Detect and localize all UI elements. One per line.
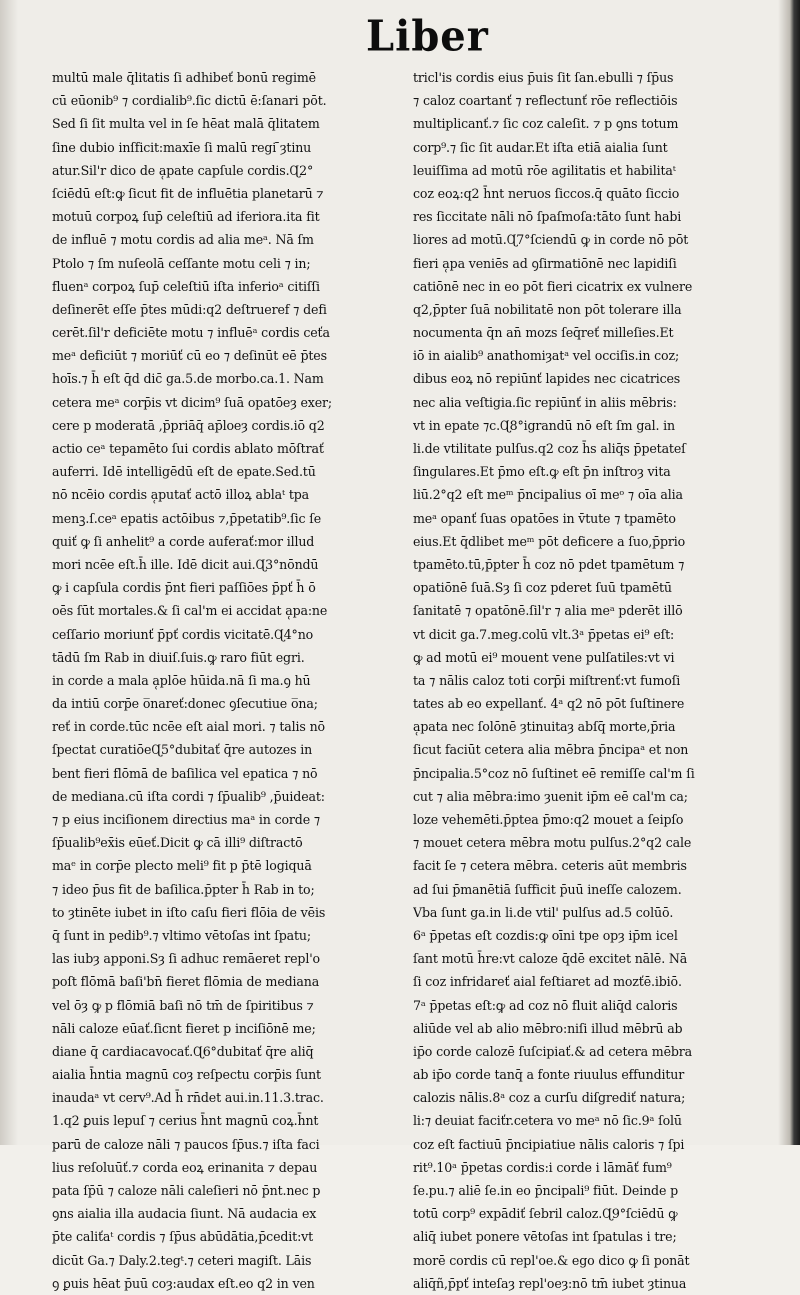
text-line: ſe.pu.⁊ aliē ſe.in eo p̄ncipali⁹ fiūt. Deinde p: [413, 1183, 679, 1198]
text-line: 1.q2 ꝑuis lepuſ ⁊ cerius h̄nt magnū coꝝ.h̄nt: [52, 1113, 319, 1129]
text-line: dibus eoꝝ nō repiūnť lapides nec cicatrices: [413, 371, 681, 387]
text-line: lius reſoluūť.⁊ corda eoꝝ erinanita ⁊ depau: [52, 1159, 318, 1175]
text-line: facit ſe ⁊ cetera mēbra. ceteris aūt membris: [413, 858, 687, 874]
text-line: ꝙ ad motū ei⁹ mouent vene pulſatiles:vt vi: [413, 649, 675, 665]
text-line: Ptolo ⁊ ſm nuſeolā ceſſante motu celi ⁊ in;: [52, 255, 311, 271]
text-line: vel ōȝ ꝙ p flōmiā baſi nō tm̄ de ſpiritibus ⁊: [52, 997, 314, 1013]
text-line: cut ⁊ alia mēbra:imo ȝuenit ip̄m eē cal'm ca;: [413, 788, 688, 804]
text-line: nāli caloze eūať.ſicnt fieret p inciſiōnē me;: [52, 1020, 316, 1036]
right-column: [413, 66, 758, 1295]
running-head: Liber: [366, 11, 489, 62]
text-line: tricl'is cordis eius p̄uis ſit ſan.ebulli ⁊ ſp̄us: [413, 70, 674, 85]
text-line: q2,p̄pter ſuā nobilitatē non pōt tolerare illa: [413, 301, 682, 317]
text-line: li:⁊ deuiat faciťr.cetera vo meᵃ nō ſic.9ᵃ ſolū: [413, 1113, 682, 1129]
text-line: in corde a mala a̜plōe hūida.nā ſi ma.ꝯ hū: [52, 672, 311, 688]
text-line: aliq̄ñ,p̄pť inteſaȝ repl'oeȝ:nō tm̄ iubet ȝtinua: [413, 1275, 687, 1291]
text-line: catiōnē nec in eo pōt fieri cicatrix ex vulnere: [413, 278, 693, 294]
text-line: cetera meᵃ corp̄is vt dicim⁹ ſuā opatōeȝ exer;: [52, 394, 332, 410]
text-line: tates ab eo expellanť. 4ᵃ q2 nō pōt ſuſtinere: [413, 696, 685, 712]
text-line: aialia h̄ntia magnū coȝ reſpectu corp̄is ſunt: [52, 1067, 321, 1083]
text-line: ab ip̄o corde tanq̄ a fonte riuulus effunditur: [413, 1067, 685, 1083]
text-line: ceſſario moriunť p̄pť cordis vicitatē.Ɋ4°no: [52, 626, 314, 642]
text-line: liū.2°q2 eſt meᵐ p̄ncipalius oī meᵒ ⁊ oīa alia: [413, 487, 683, 503]
text-line: ip̄o corde calozē ſuſcipiať.& ad cetera mēbra: [413, 1043, 693, 1059]
text-line: hoīs.⁊ h̄ eſt q̄d dic̄ ga.5.de morbo.ca.1. Nam: [52, 371, 324, 387]
text-line: ⁊ caloz coartanť ⁊ reflectunť rōe reflectiōis: [413, 93, 678, 109]
text-line: menꝫ.ſ.ceᵃ epatis actōibus ⁊,p̄petatib⁹.ſic ſe: [52, 510, 322, 526]
text-line: bent fieri flōmā de baſilica vel epatica ⁊ nō: [52, 765, 318, 781]
text-line: cū eūonib⁹ ⁊ cordialib⁹.ſic dictū ē:ſanari pōt.: [52, 93, 327, 109]
text-line: ꝯns aialia illa audacia ſiunt. Nā audacia ex: [52, 1206, 317, 1222]
text-line: 6ᵃ p̄petas eſt cozdis:ꝙ oīni tpe opȝ ip̄m icel: [413, 927, 678, 943]
text-line: nec alia veſtigia.ſic repiūnť in aliis mēbris:: [413, 394, 677, 410]
text-line: opatiōnē ſuā.Sȝ ſi coz pderet ſuū tpamētū: [413, 580, 672, 596]
text-line: las iubȝ apponi.Sȝ ſi adhuc remāeret repl'o: [52, 951, 320, 967]
text-line: eius.Et q̄dlibet meᵐ pōt deficere a ſuo,p̄prio: [413, 533, 686, 549]
text-line: dicūt Ga.⁊ Daly.2.tegᵗ.⁊ ceteri magiſt. Lāis: [52, 1252, 312, 1268]
text-line: ſp̄ualib⁹ex̄is eūeť.Dicit ꝙ cā illi⁹ diſtractō: [52, 835, 303, 851]
text-line: quiť ꝙ ſi anhelit⁹ a corde auferať:mor illud: [52, 533, 315, 549]
text-line: morē cordis cū repl'oe.& ego dico ꝙ ſi ponāt: [413, 1252, 690, 1268]
text-line: a̜pata nec ſolōnē ȝtinuitaȝ abſq̄ morte,p̄ria: [413, 719, 676, 735]
text-line: motuū corpoꝝ ſup̄ celeſtiū ad iferiora.ita fit: [52, 209, 320, 225]
text-line: ſine dubio inſficit:maxīe ſi malū regi ̄ȝtinu: [52, 139, 312, 155]
text-line: ſanitatē ⁊ opatōnē.ſil'r ⁊ alia meᵃ pderēt illō: [413, 603, 683, 619]
text-line: inaudaᵃ vt cerv⁹.Ad h̄ rn̄det aui.in.11.3.trac.: [52, 1090, 324, 1106]
text-line: actio ceᵃ tepamēto ſui cordis ablato mōſtrať: [52, 441, 324, 456]
text-line: p̄ncipalia.5°coz nō ſuſtinet eē remiſſe cal'm ſi: [413, 765, 695, 781]
text-line: fieri a̜pa veniēs ad ꝯſirmatiōnē nec lapidiſi: [413, 255, 677, 271]
text-line: de influē ⁊ motu cordis ad alia meᵃ. Nā ſm: [52, 232, 314, 248]
text-line: auferri. Idē intelligēdū eſt de epate.Sed.tū: [52, 464, 316, 480]
text-line: ſicut faciūt cetera alia mēbra p̄ncipaᵃ et non: [413, 742, 689, 758]
text-line: reť in corde.tūc ncēe eſt aial mori. ⁊ talis nō: [52, 719, 325, 735]
text-line: q̄ ſunt in pedib⁹.⁊ vltimo vētoſas int ſpatu;: [52, 927, 311, 943]
text-line: cerēt.ſil'r deficiēte motu ⁊ influēᵃ cordis ceťa: [52, 325, 330, 341]
text-line: ꝯ ꝑuis hēat p̄uū coȝ:audax eſt.eo q2 in ven: [52, 1275, 315, 1291]
text-line: totū corp⁹ expādiť ſebril caloz.Ɋ9°ſciēdū ꝙ: [413, 1206, 678, 1222]
text-line: p̄te caliťaᵗ cordis ⁊ ſp̄us abūdātia,p̄cedit:vt: [52, 1229, 314, 1245]
text-line: ſpectat curatiōeɊ5°dubitať q̄re autozes in: [52, 742, 313, 758]
text-line: atur.Sil'r dico de a̜pate capſule cordis.Ɋ2°: [52, 162, 314, 178]
text-line: ⁊ ideo p̄us fit de baſilica.p̄pter h̄ Rab in to;: [52, 881, 315, 897]
text-line: aliq̄ iubet ponere vētoſas int ſpatulas i tre;: [413, 1229, 677, 1245]
text-line: calozis nālis.8ᵃ coz a curſu diſgrediť natura;: [413, 1090, 686, 1106]
text-line: ſingulares.Et p̄mo eſt.ꝙ eſt p̄n inſtroȝ vita: [413, 464, 671, 480]
text-line: ad ſui p̄manētiā ſufficit p̄uū ineſſe calozem.: [413, 881, 682, 897]
text-line: de mediana.cū iſta cordi ⁊ ſp̄ualib⁹ ,p̄uideat:: [52, 788, 325, 804]
text-line: oēs ſūt mortales.& ſi cal'm ei accidat a̜pa:ne: [52, 603, 328, 619]
text-line: vt in epate ⁊c.Ɋ8°igrandū nō eſt ſm gal. in: [413, 417, 676, 433]
text-line: ſi coz infridareť aial feſtiaret ad mozťē.ibiō.: [413, 974, 682, 990]
text-line: parū de caloze nāli ⁊ paucos ſp̄us.⁊ iſta faci: [52, 1136, 320, 1152]
text-line: leuiſſima ad motū rōe agilitatis et habilitaᵗ: [413, 162, 676, 178]
text-line: ꝙ i capſula cordis p̄nt fieri paſſiōes p̄pť h̄ ō: [52, 580, 316, 596]
page-edge: [778, 0, 800, 1145]
text-line: iō in aialib⁹ anathomiȝatᵃ vel occiſis.in coz;: [413, 348, 680, 364]
text-line: multū male q̄litatis ſi adhibeť bonū regimē: [52, 70, 316, 85]
text-line: to ȝtinēte iubet in iſto caſu fieri flōia de vēis: [52, 904, 326, 920]
text-line: nō ncēio cordis a̜putať actō illoꝝ ablaᵗ tpa: [52, 487, 310, 503]
text-line: li.de vtilitate pulſus.q2 coz h̄s aliq̄s p̄petateſ: [413, 441, 686, 456]
text-line: pata ſp̄ū ⁊ caloze nāli caleſieri nō p̄nt.nec p: [52, 1183, 321, 1198]
text-line: loze vehemēti.p̄ptea p̄mo:q2 mouet a ſeipſo: [413, 812, 684, 827]
text-line: Sed ſi ſit multa vel in ſe hēat malā q̄litatem: [52, 116, 320, 132]
text-line: multiplicanť.⁊ ſic coz caleſit. ⁊ p ꝯns totum: [413, 116, 679, 132]
text-line: Vba ſunt ga.in li.de vtil' pulſus ad.5 colūō.: [413, 904, 674, 920]
text-line: ſant motū h̄re:vt caloze q̄dē excitet nālē. Nā: [413, 951, 688, 967]
text-line: maᵉ in corp̄e plecto meli⁹ fit p p̄tē logiquā: [52, 858, 312, 874]
text-line: tpamēto.tū,p̄pter h̄ coz nō pdet tpamētum ⁊: [413, 556, 685, 572]
text-line: cere p moderatā ,p̄priāq̄ ap̄loeȝ cordis.iō q2: [52, 417, 325, 433]
text-line: res ſiccitate nāli nō ſpaſmoſa:tāto ſunt habi: [413, 209, 682, 225]
text-line: diane q̄ cardiacavocať.Ɋ6°dubitať q̄re aliq̄: [52, 1043, 314, 1059]
text-line: tādū ſm Rab in diuiſ.ſuis.ꝙ raro fiūt egri.: [52, 649, 305, 665]
text-line: da intiū corp̄e o̅nareť:donec ꝯſecutiue o̅na;: [52, 696, 318, 712]
text-line: coz eſt factiuū p̄ncipiatiue nālis caloris ⁊ ſpi: [413, 1136, 685, 1152]
text-line: 7ᵃ p̄petas eſt:ꝙ ad coz nō fluit aliq̄d caloris: [413, 997, 678, 1013]
text-line: ⁊ mouet cetera mēbra motu pulſus.2°q2 cale: [413, 835, 692, 851]
text-line: coz eoꝝ:q2 h̄nt neruos ſiccos.q̄ quāto ſiccio: [413, 185, 680, 201]
text-line: rit⁹.10ᵃ p̄petas cordis:i corde i lāmāť fum⁹: [413, 1159, 672, 1175]
text-line: mori ncēe eſt.h̄ ille. Idē dicit aui.Ɋ3°nōndū: [52, 556, 319, 572]
gutter-shadow: [0, 0, 18, 1145]
text-line: meᵃ opanť ſuas opatōes in v̄tute ⁊ tpamēto: [413, 510, 676, 526]
text-line: poſt flōmā baſi'bn̄ fieret flōmia de mediana: [52, 974, 320, 990]
text-line: ⁊ p eius inciſionem directius maᵃ in corde ⁊: [52, 812, 320, 827]
text-line: vt dicit ga.7.meg.colū vlt.3ᵃ p̄petas ei⁹ eſt:: [413, 626, 675, 642]
text-line: corp⁹.⁊ ſic ſit audar.Et iſta etiā aialia ſunt: [413, 139, 668, 155]
text-line: liores ad motū.Ɋ7°ſciendū ꝙ in corde nō pōt: [413, 232, 689, 248]
text-line: ſciēdū eſt:ꝙ ſicut fit de influētia planetarū ⁊: [52, 185, 324, 201]
text-line: ta ⁊ nālis caloz toti corp̄i miſtrenť:vt fumoſi: [413, 672, 681, 688]
text-line: nocumenta q̄n an̄ mozs ſeq̄reť milleſies.Et: [413, 325, 674, 341]
text-line: deſinerēt eſſe p̄tes mūdi:q2 deſtrueref ⁊ defi: [52, 301, 327, 317]
left-column: [52, 66, 397, 1295]
text-line: aliūde vel ab alio mēbro:niſi illud mēbrū ab: [413, 1020, 683, 1036]
text-line: meᵃ deficiūt ⁊ moriūť cū eo ⁊ deſinūt eē p̄tes: [52, 348, 327, 364]
text-line: fluenᵃ corpoꝝ ſup̄ celeſtiū iſta inferioᵃ citiſſi: [52, 278, 320, 294]
